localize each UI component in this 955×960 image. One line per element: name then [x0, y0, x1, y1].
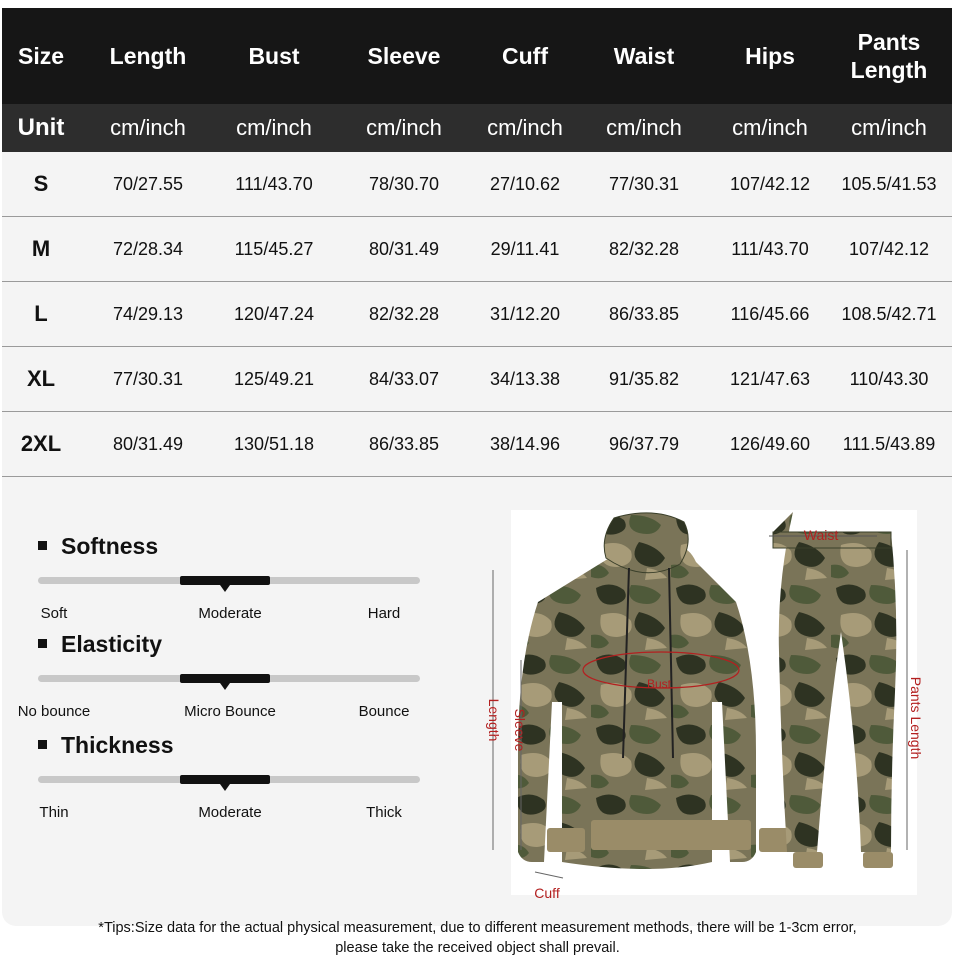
scale-label: Thick [366, 804, 402, 821]
tip-line-1: *Tips:Size data for the actual physical measurement, due to different measurement methods, there will be 1-3cm error, [98, 920, 857, 936]
sleeve-label: Sleeve [512, 708, 528, 752]
measurement-tip [0, 918, 955, 958]
level-pointer-icon [220, 784, 230, 791]
measurement-cell: 86/33.85 [332, 412, 476, 477]
measurement-cell: 105.5/41.53 [826, 152, 952, 217]
measurement-cell: 34/13.38 [476, 347, 574, 412]
unit-cell: cm/inch [216, 104, 332, 152]
measurement-cell: 84/33.07 [332, 347, 476, 412]
bullet-icon [38, 740, 47, 749]
column-header: Sleeve [332, 8, 476, 104]
measurement-cell: 111/43.70 [714, 217, 826, 282]
property-title [38, 533, 158, 560]
level-bar [38, 675, 420, 682]
unit-cell: cm/inch [332, 104, 476, 152]
property-title-text: Elasticity [61, 631, 162, 657]
scale-label: No bounce [17, 703, 91, 720]
column-header: Bust [216, 8, 332, 104]
level-bar-fill [180, 674, 270, 683]
bullet-icon [38, 541, 47, 550]
table-row [2, 412, 952, 477]
table-row [2, 217, 952, 282]
pants-body [773, 512, 896, 852]
measurement-cell: 27/10.62 [476, 152, 574, 217]
tip-line-2: please take the received object shall prevail. [335, 940, 620, 956]
measurement-cell: 130/51.18 [216, 412, 332, 477]
tracksuit-figure [486, 510, 924, 901]
size-label: S [2, 152, 80, 217]
table-row [2, 347, 952, 412]
column-header: Size [2, 8, 80, 104]
measurement-cell: 107/42.12 [826, 217, 952, 282]
size-table [2, 8, 952, 477]
table-row [2, 152, 952, 217]
scale-label: Moderate [198, 605, 262, 622]
column-header: Waist [574, 8, 714, 104]
hoodie-hem [591, 820, 751, 850]
scale-label: Soft [40, 605, 68, 622]
level-pointer-icon [220, 683, 230, 690]
measurement-cell: 82/32.28 [332, 282, 476, 347]
column-header: Hips [714, 8, 826, 104]
size-label: 2XL [2, 412, 80, 477]
measurement-cell: 72/28.34 [80, 217, 216, 282]
measurement-cell: 111/43.70 [216, 152, 332, 217]
size-label: L [2, 282, 80, 347]
cuff-label: Cuff [534, 885, 560, 901]
hoodie-left-cuff [547, 828, 585, 852]
measurement-cell: 86/33.85 [574, 282, 714, 347]
unit-label: Unit [2, 104, 80, 152]
measurement-cell: 126/49.60 [714, 412, 826, 477]
measurement-cell: 80/31.49 [80, 412, 216, 477]
measurement-cell: 31/12.20 [476, 282, 574, 347]
header-row [2, 8, 952, 104]
measurement-cell: 77/30.31 [574, 152, 714, 217]
measurement-cell: 108.5/42.71 [826, 282, 952, 347]
size-label: M [2, 217, 80, 282]
measurement-cell: 91/35.82 [574, 347, 714, 412]
scale-label: Hard [367, 605, 401, 622]
measurement-cell: 77/30.31 [80, 347, 216, 412]
camo-tracksuit-illustration [486, 510, 924, 901]
unit-cell: cm/inch [80, 104, 216, 152]
length-label: Length [486, 698, 502, 742]
measurement-cell: 107/42.12 [714, 152, 826, 217]
waist-label: Waist [803, 527, 839, 543]
size-label: XL [2, 347, 80, 412]
scale-label: Micro Bounce [184, 703, 276, 720]
measurement-cell: 116/45.66 [714, 282, 826, 347]
table-row [2, 282, 952, 347]
measurement-cell: 29/11.41 [476, 217, 574, 282]
size-chart-card [2, 8, 952, 926]
bullet-icon [38, 639, 47, 648]
measurement-cell: 70/27.55 [80, 152, 216, 217]
measurement-cell: 38/14.96 [476, 412, 574, 477]
measurement-cell: 120/47.24 [216, 282, 332, 347]
unit-cell: cm/inch [574, 104, 714, 152]
measurement-cell: 121/47.63 [714, 347, 826, 412]
pants-length-label: Pants Length [908, 676, 924, 760]
property-title-text: Softness [61, 533, 159, 559]
measurement-cell: 96/37.79 [574, 412, 714, 477]
property-title-text: Thickness [61, 732, 174, 758]
scale-label: Moderate [198, 804, 262, 821]
property-title [38, 631, 162, 658]
scale-label: Bounce [358, 703, 410, 720]
measurement-cell: 80/31.49 [332, 217, 476, 282]
level-bar [38, 577, 420, 584]
measurement-cell: 125/49.21 [216, 347, 332, 412]
unit-cell: cm/inch [826, 104, 952, 152]
measurement-cell: 78/30.70 [332, 152, 476, 217]
measurement-cell: 82/32.28 [574, 217, 714, 282]
level-bar [38, 776, 420, 783]
measurement-cell: 115/45.27 [216, 217, 332, 282]
scale-label: Thin [39, 804, 69, 821]
property-title [38, 732, 174, 759]
level-bar-fill [180, 775, 270, 784]
bust-label: Bust [646, 677, 672, 691]
level-bar-fill [180, 576, 270, 585]
level-pointer-icon [220, 585, 230, 592]
measurement-cell: 111.5/43.89 [826, 412, 952, 477]
column-header: Length [80, 8, 216, 104]
column-header: Cuff [476, 8, 574, 104]
column-header: Pants Length [826, 8, 952, 104]
unit-cell: cm/inch [476, 104, 574, 152]
measurement-cell: 74/29.13 [80, 282, 216, 347]
unit-row [2, 104, 952, 152]
unit-cell: cm/inch [714, 104, 826, 152]
measurement-cell: 110/43.30 [826, 347, 952, 412]
